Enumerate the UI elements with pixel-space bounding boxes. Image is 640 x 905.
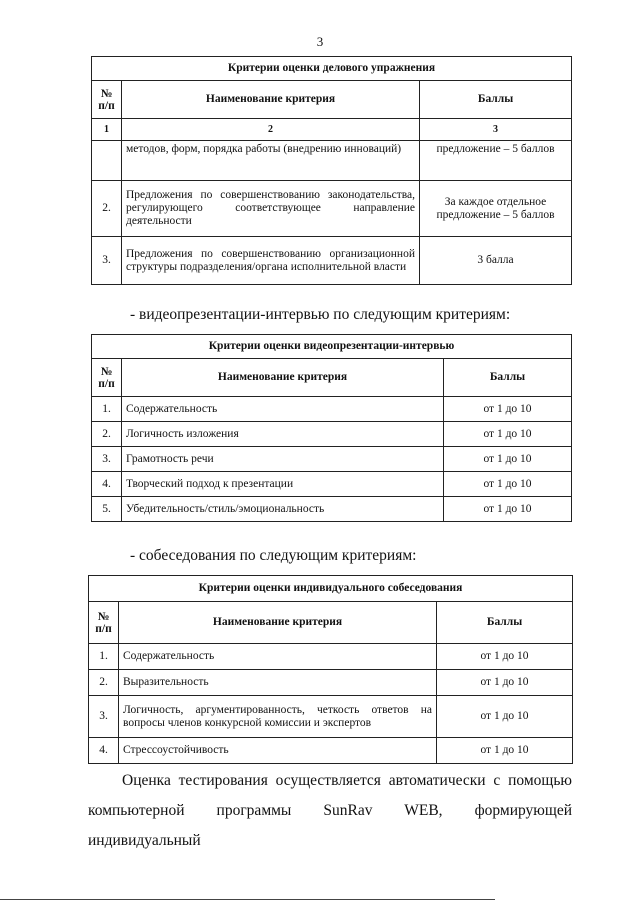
table-row bbox=[92, 181, 572, 237]
page-bottom-rule bbox=[0, 899, 495, 900]
column-header-criterion: Наименование критерия bbox=[119, 602, 437, 644]
video-interview-intro: - видеопрезентации-интервью по следующим критериям: bbox=[130, 306, 511, 323]
criterion-name: Стрессоустойчивость bbox=[119, 738, 437, 764]
criterion-points: от 1 до 10 bbox=[444, 497, 572, 522]
index-cell: 2 bbox=[122, 119, 420, 141]
criterion-points: от 1 до 10 bbox=[444, 472, 572, 497]
criterion-points: За каждое отдельное предложение – 5 баллов bbox=[420, 181, 572, 237]
criterion-name: Предложения по совершенствованию организационной структуры подразделения/органа исполнительной власти bbox=[122, 237, 420, 285]
table-row bbox=[92, 237, 572, 285]
table-row bbox=[89, 696, 573, 738]
column-header-points: Баллы bbox=[420, 81, 572, 119]
criterion-name: Логичность, аргументированность, четкость ответов на вопросы членов конкурсной комиссии и экспертов bbox=[119, 696, 437, 738]
column-header-number: № п/п bbox=[92, 81, 122, 119]
row-number: 3. bbox=[92, 237, 122, 285]
criterion-points: от 1 до 10 bbox=[444, 422, 572, 447]
criterion-points: от 1 до 10 bbox=[437, 738, 573, 764]
criterion-name: Содержательность bbox=[122, 397, 444, 422]
individual-interview-table bbox=[88, 575, 573, 764]
row-number: 5. bbox=[92, 497, 122, 522]
criterion-points: от 1 до 10 bbox=[437, 644, 573, 670]
row-number: 2. bbox=[92, 422, 122, 447]
business-exercise-table bbox=[91, 56, 572, 285]
table-row bbox=[92, 447, 572, 472]
index-cell: 1 bbox=[92, 119, 122, 141]
table-row bbox=[89, 670, 573, 696]
table-row bbox=[92, 472, 572, 497]
row-number: 3. bbox=[89, 696, 119, 738]
criterion-name: методов, форм, порядка работы (внедрению инноваций) bbox=[122, 141, 420, 181]
page-number: 3 bbox=[316, 34, 324, 49]
column-header-points: Баллы bbox=[437, 602, 573, 644]
video-interview-table bbox=[91, 334, 572, 522]
index-cell: 3 bbox=[420, 119, 572, 141]
criterion-name: Грамотность речи bbox=[122, 447, 444, 472]
criterion-points: от 1 до 10 bbox=[444, 397, 572, 422]
row-number: 4. bbox=[92, 472, 122, 497]
interview-intro: - собеседования по следующим критериям: bbox=[130, 547, 417, 564]
row-number: 1. bbox=[89, 644, 119, 670]
criterion-points: от 1 до 10 bbox=[437, 670, 573, 696]
criterion-name: Выразительность bbox=[119, 670, 437, 696]
criterion-points: от 1 до 10 bbox=[444, 447, 572, 472]
criterion-name: Убедительность/стиль/эмоциональность bbox=[122, 497, 444, 522]
table-row bbox=[92, 141, 572, 181]
row-number: 3. bbox=[92, 447, 122, 472]
criterion-points: предложение – 5 баллов bbox=[420, 141, 572, 181]
criterion-name: Творческий подход к презентации bbox=[122, 472, 444, 497]
table-row bbox=[92, 497, 572, 522]
table-row bbox=[92, 397, 572, 422]
column-header-points: Баллы bbox=[444, 359, 572, 397]
table-row bbox=[89, 644, 573, 670]
row-number: 4. bbox=[89, 738, 119, 764]
criterion-name: Логичность изложения bbox=[122, 422, 444, 447]
column-header-number: № п/п bbox=[92, 359, 122, 397]
row-number bbox=[92, 141, 122, 181]
column-header-criterion: Наименование критерия bbox=[122, 359, 444, 397]
criterion-name: Предложения по совершенствованию законодательства, регулирующего соответствующее направление деятельности bbox=[122, 181, 420, 237]
column-header-criterion: Наименование критерия bbox=[122, 81, 420, 119]
criterion-points: 3 балла bbox=[420, 237, 572, 285]
table-caption: Критерии оценки видеопрезентации-интервью bbox=[92, 335, 572, 359]
table-caption: Критерии оценки индивидуального собеседования bbox=[89, 576, 573, 602]
column-header-number: № п/п bbox=[89, 602, 119, 644]
table-row bbox=[89, 738, 573, 764]
criterion-name: Содержательность bbox=[119, 644, 437, 670]
row-number: 2. bbox=[92, 181, 122, 237]
criterion-points: от 1 до 10 bbox=[437, 696, 573, 738]
row-number: 1. bbox=[92, 397, 122, 422]
table-row bbox=[92, 422, 572, 447]
table-caption: Критерии оценки делового упражнения bbox=[92, 57, 572, 81]
row-number: 2. bbox=[89, 670, 119, 696]
closing-paragraph: Оценка тестирования осуществляется автоматически с помощью компьютерной программы SunRav WEB, формирующей индивидуальный bbox=[88, 772, 572, 849]
